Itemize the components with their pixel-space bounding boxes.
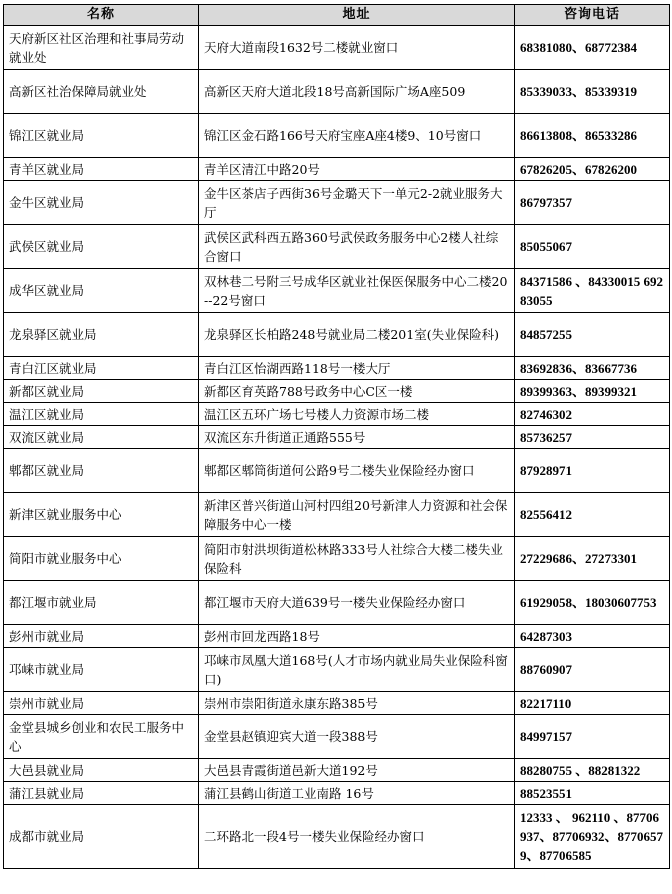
office-address: 武侯区武科西五路360号武侯政务服务中心2楼人社综合窗口 — [199, 225, 515, 269]
office-address: 二环路北一段4号一楼失业保险经办窗口 — [199, 805, 515, 869]
office-address: 高新区天府大道北段18号高新国际广场A座509 — [199, 70, 515, 114]
table-row — [4, 537, 670, 581]
office-name: 温江区就业局 — [4, 403, 199, 426]
office-phone: 88760907 — [515, 648, 670, 692]
table-header-row — [4, 5, 670, 26]
office-name: 金牛区就业局 — [4, 181, 199, 225]
office-address: 龙泉驿区长柏路248号就业局二楼201室(失业保险科) — [199, 313, 515, 357]
table-row — [4, 715, 670, 759]
employment-office-table — [3, 4, 670, 869]
office-address: 简阳市射洪坝街道松林路333号人社综合大楼二楼失业保险科 — [199, 537, 515, 581]
office-address: 郫都区郫筒街道何公路9号二楼失业保险经办窗口 — [199, 449, 515, 493]
table-row — [4, 269, 670, 313]
office-name: 彭州市就业局 — [4, 625, 199, 648]
table-row — [4, 581, 670, 625]
office-phone: 84997157 — [515, 715, 670, 759]
office-phone: 88523551 — [515, 782, 670, 805]
table-row — [4, 181, 670, 225]
table-row — [4, 403, 670, 426]
office-phone: 85055067 — [515, 225, 670, 269]
table-row — [4, 692, 670, 715]
table-row — [4, 493, 670, 537]
office-name: 青羊区就业局 — [4, 158, 199, 181]
office-address: 新都区育英路788号政务中心C区一楼 — [199, 380, 515, 403]
table-row — [4, 114, 670, 158]
office-address: 青羊区清江中路20号 — [199, 158, 515, 181]
office-phone: 85339033、85339319 — [515, 70, 670, 114]
office-name: 崇州市就业局 — [4, 692, 199, 715]
office-name: 蒲江县就业局 — [4, 782, 199, 805]
office-name: 郫都区就业局 — [4, 449, 199, 493]
office-phone: 82746302 — [515, 403, 670, 426]
office-address: 彭州市回龙西路18号 — [199, 625, 515, 648]
office-address: 崇州市崇阳街道永康东路385号 — [199, 692, 515, 715]
office-name: 成华区就业局 — [4, 269, 199, 313]
office-address: 金牛区茶店子西街36号金璐天下一单元2-2就业服务大厅 — [199, 181, 515, 225]
office-phone: 84371586 、84330015 69283055 — [515, 269, 670, 313]
office-name: 锦江区就业局 — [4, 114, 199, 158]
office-address: 双林巷二号附三号成华区就业社保医保服务中心二楼20--22号窗口 — [199, 269, 515, 313]
office-phone: 86613808、86533286 — [515, 114, 670, 158]
office-phone: 85736257 — [515, 426, 670, 449]
office-address: 金堂县赵镇迎宾大道一段388号 — [199, 715, 515, 759]
table-row — [4, 805, 670, 869]
office-phone: 84857255 — [515, 313, 670, 357]
office-name: 天府新区社区治理和社事局劳动就业处 — [4, 26, 199, 70]
office-name: 新都区就业局 — [4, 380, 199, 403]
office-name: 武侯区就业局 — [4, 225, 199, 269]
office-name: 邛崃市就业局 — [4, 648, 199, 692]
office-address: 蒲江县鹤山街道工业南路 16号 — [199, 782, 515, 805]
table-row — [4, 313, 670, 357]
office-phone: 89399363、89399321 — [515, 380, 670, 403]
office-phone: 64287303 — [515, 625, 670, 648]
office-address: 大邑县青霞街道邑新大道192号 — [199, 759, 515, 782]
table-row — [4, 625, 670, 648]
header-phone: 咨询电话 — [515, 5, 670, 26]
office-address: 新津区普兴街道山河村四组20号新津人力资源和社会保障服务中心一楼 — [199, 493, 515, 537]
header-name: 名称 — [4, 5, 199, 26]
office-address: 都江堰市天府大道639号一楼失业保险经办窗口 — [199, 581, 515, 625]
office-phone: 67826205、67826200 — [515, 158, 670, 181]
office-phone: 86797357 — [515, 181, 670, 225]
table-row — [4, 26, 670, 70]
table-row — [4, 449, 670, 493]
office-phone: 27229686、27273301 — [515, 537, 670, 581]
office-phone: 87928971 — [515, 449, 670, 493]
office-phone: 88280755 、88281322 — [515, 759, 670, 782]
office-phone: 82217110 — [515, 692, 670, 715]
table-row — [4, 225, 670, 269]
table-row — [4, 759, 670, 782]
header-address: 地址 — [199, 5, 515, 26]
office-phone: 82556412 — [515, 493, 670, 537]
office-name: 金堂县城乡创业和农民工服务中心 — [4, 715, 199, 759]
office-name: 都江堰市就业局 — [4, 581, 199, 625]
office-address: 锦江区金石路166号天府宝座A座4楼9、10号窗口 — [199, 114, 515, 158]
office-name: 双流区就业局 — [4, 426, 199, 449]
office-phone: 68381080、68772384 — [515, 26, 670, 70]
table-row — [4, 70, 670, 114]
table-row — [4, 648, 670, 692]
office-address: 天府大道南段1632号二楼就业窗口 — [199, 26, 515, 70]
office-name: 大邑县就业局 — [4, 759, 199, 782]
office-name: 龙泉驿区就业局 — [4, 313, 199, 357]
office-name: 高新区社治保障局就业处 — [4, 70, 199, 114]
office-name: 青白江区就业局 — [4, 357, 199, 380]
table-row — [4, 158, 670, 181]
office-address: 邛崃市凤凰大道168号(人才市场内就业局失业保险科窗口) — [199, 648, 515, 692]
table-row — [4, 426, 670, 449]
office-address: 温江区五环广场七号楼人力资源市场二楼 — [199, 403, 515, 426]
office-phone: 12333 、 962110 、87706937、87706932、87706579、87706585 — [515, 805, 670, 869]
office-name: 简阳市就业服务中心 — [4, 537, 199, 581]
office-address: 青白江区怡湖西路118号一楼大厅 — [199, 357, 515, 380]
office-phone: 83692836、83667736 — [515, 357, 670, 380]
office-address: 双流区东升街道正通路555号 — [199, 426, 515, 449]
table-row — [4, 380, 670, 403]
office-name: 新津区就业服务中心 — [4, 493, 199, 537]
table-row — [4, 782, 670, 805]
office-name: 成都市就业局 — [4, 805, 199, 869]
office-phone: 61929058、18030607753 — [515, 581, 670, 625]
table-row — [4, 357, 670, 380]
